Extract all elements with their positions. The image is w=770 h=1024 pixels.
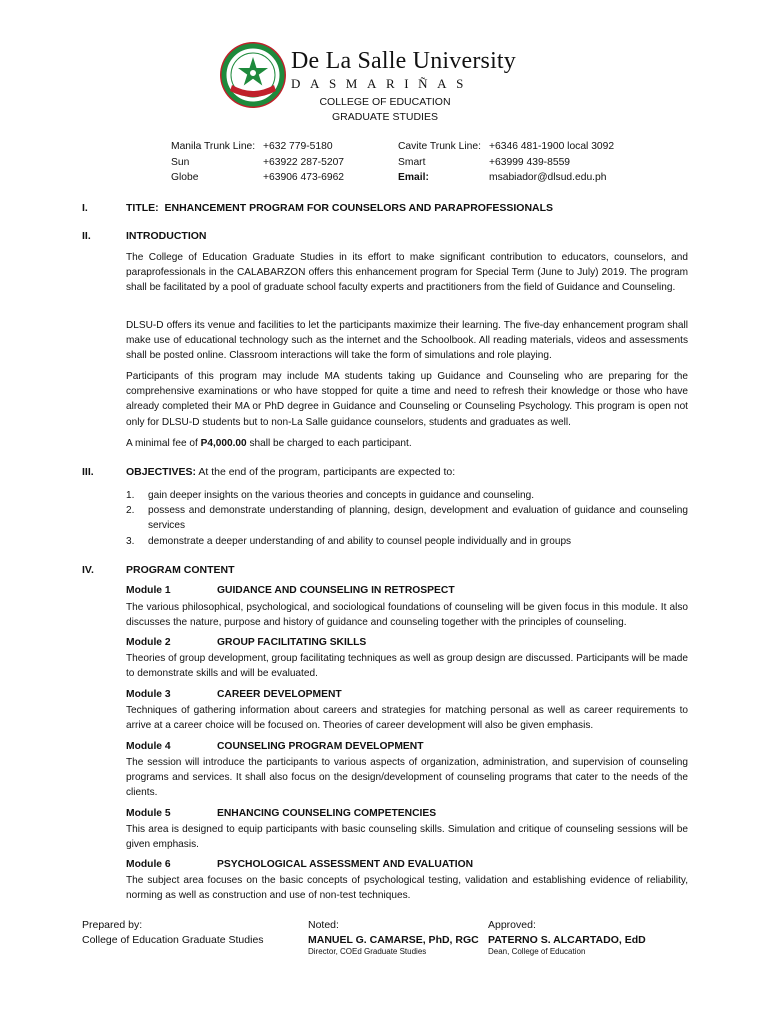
section-number: II. — [82, 230, 91, 242]
list-number: 2. — [126, 505, 135, 517]
signature-label: Prepared by: — [82, 919, 143, 931]
college-name: COLLEGE OF EDUCATION — [319, 96, 451, 108]
module-heading — [126, 688, 342, 703]
list-text: possess and demonstrate understanding of planning, design, development and evaluation of guidance and counseling services — [148, 505, 688, 532]
module-label: Module 5 — [126, 808, 171, 819]
noted-by-block — [308, 918, 479, 957]
section-heading: PROGRAM CONTENT — [126, 564, 235, 576]
fee-paragraph — [126, 436, 688, 451]
fee-amount: P4,000.00 — [200, 438, 247, 449]
module-description: Theories of group development, group facilitating techniques as well as group design are discussed. Participants will be made to demonstrate skills and will be evaluated. — [126, 653, 688, 680]
module-label: Module 6 — [126, 859, 171, 870]
module-label: Module 2 — [126, 637, 171, 648]
contact-label: Globe — [171, 172, 199, 183]
contact-value: +63999 439-8559 — [489, 156, 571, 168]
list-item — [126, 488, 688, 503]
section-heading: OBJECTIVES: — [126, 466, 197, 478]
signature-label: Noted: — [308, 919, 339, 931]
module-title: GROUP FACILITATING SKILLS — [217, 637, 367, 648]
contact-table-right — [398, 139, 614, 186]
signatory-title: Dean, College of Education — [488, 947, 586, 956]
module-description: The subject area focuses on the basic concepts of psychological testing, validation and establishing evidence of reliability, norming as well as construction and use of non-test techniques. — [126, 875, 688, 902]
signatory-title: Director, COEd Graduate Studies — [308, 947, 427, 956]
module-title: PSYCHOLOGICAL ASSESSMENT AND EVALUATION — [217, 859, 474, 870]
module-heading — [126, 636, 367, 651]
section-number: III. — [82, 466, 94, 478]
contact-label: Email: — [398, 172, 429, 183]
module-title: COUNSELING PROGRAM DEVELOPMENT — [217, 741, 424, 752]
signatory-name: MANUEL G. CAMARSE, PhD, RGC — [308, 933, 479, 946]
module-heading — [126, 740, 424, 755]
university-name: De La Salle University — [291, 48, 517, 74]
contact-label: Sun — [171, 156, 190, 168]
objectives-heading — [126, 465, 455, 480]
list-number: 1. — [126, 490, 135, 501]
signatory-name: PATERNO S. ALCARTADO, EdD — [488, 933, 646, 946]
section-number: IV. — [82, 564, 94, 576]
list-text: gain deeper insights on the various theories and concepts in guidance and counseling. — [148, 490, 535, 501]
objectives-lead: At the end of the program, participants are expected to: — [196, 466, 456, 478]
module-title: GUIDANCE AND COUNSELING IN RETROSPECT — [217, 585, 455, 596]
contact-value: +63906 473-6962 — [263, 172, 345, 183]
list-item — [126, 503, 688, 533]
list-text: demonstrate a deeper understanding of and ability to counsel people individually and in groups — [148, 535, 572, 547]
contact-label: Manila Trunk Line: — [171, 141, 256, 152]
module-label: Module 3 — [126, 689, 171, 700]
objectives-list — [126, 488, 688, 549]
contact-value: +63922 287-5207 — [263, 156, 345, 168]
intro-paragraph-3: Participants of this program may include MA students taking up Guidance and Counseling who are preparing for the comprehensive examinations or who have stopped for quite a time and need to refresh their knowledge or those who have already completed their MA or PhD degree in Guidance and Counseling or Counseling Psychology. This program is open not only for DLSU-D students but to non-La Salle guidance counselors, students and graduates as well. — [126, 371, 688, 428]
list-item — [126, 534, 688, 549]
program-title: ENHANCEMENT PROGRAM FOR COUNSELORS AND PARAPROFESSIONALS — [164, 202, 554, 214]
module-heading — [126, 807, 437, 822]
department-name: GRADUATE STUDIES — [332, 111, 438, 123]
intro-paragraph-1: The College of Education Graduate Studies in its effort to make significant contribution to educators, counselors, and paraprofessionals in the CALABARZON offers this enhancement program for Special Term (June to July) 2019. The program shall be facilitated by a pool of graduate school faculty experts and practitioners from the field of Guidance and Counseling. — [126, 252, 688, 294]
module-title: CAREER DEVELOPMENT — [217, 689, 342, 700]
module-heading — [126, 584, 455, 599]
module-description: This area is designed to equip participants with basic counseling skills. Simulation and critique of counseling sessions will be given emphasis. — [126, 824, 688, 851]
module-description: The various philosophical, psychological, and sociological foundations of counseling will be given focus in this module. It also discusses the nature, purpose and history of guidance and counseling together with the principles of counseling. — [126, 602, 688, 629]
module-label: Module 1 — [126, 585, 171, 596]
module-label: Module 4 — [126, 741, 171, 752]
section-heading: INTRODUCTION — [126, 230, 207, 242]
contact-value: +6346 481-1900 local 3092 — [489, 141, 615, 152]
contact-table-left — [171, 139, 344, 186]
signature-label: Approved: — [488, 919, 536, 931]
section-title — [126, 201, 553, 216]
fee-text: A minimal fee of — [126, 438, 201, 449]
approved-by-block — [488, 918, 646, 957]
contact-label: Smart — [398, 156, 426, 168]
list-number: 3. — [126, 535, 135, 547]
title-label: TITLE: — [126, 202, 159, 214]
contact-label: Cavite Trunk Line: — [398, 141, 481, 152]
section-number: I. — [82, 202, 88, 214]
signatory-name: College of Education Graduate Studies — [82, 933, 264, 946]
module-heading — [126, 858, 474, 873]
contact-value: +632 779-5180 — [263, 141, 333, 152]
prepared-by-block — [82, 918, 264, 947]
module-description: Techniques of gathering information about careers and strategies for matching personal as well as career requirements to arrive at a career choice will be focused on. Theories of career development will also be given emphasis. — [126, 705, 688, 732]
module-description: The session will introduce the participants to various aspects of organization, administration, and supervision of counseling programs and services. It shall also focus on the design/development of counseling programs that cater to the needs of the clients. — [126, 757, 688, 799]
campus-name: DASMARIÑAS — [291, 76, 473, 91]
module-title: ENHANCING COUNSELING COMPETENCIES — [217, 808, 437, 819]
intro-paragraph-2: DLSU-D offers its venue and facilities to let the participants maximize their learning. The five-day enhancement program shall make use of educational technology such as the internet and the Schoolbook. All reading materials, videos and assessments shall be posted online. Classroom interactions will take the form of simulations and role playing. — [126, 320, 688, 362]
fee-text: shall be charged to each participant. — [246, 438, 412, 449]
contact-email[interactable]: msabiador@dlsud.edu.ph — [489, 172, 607, 183]
